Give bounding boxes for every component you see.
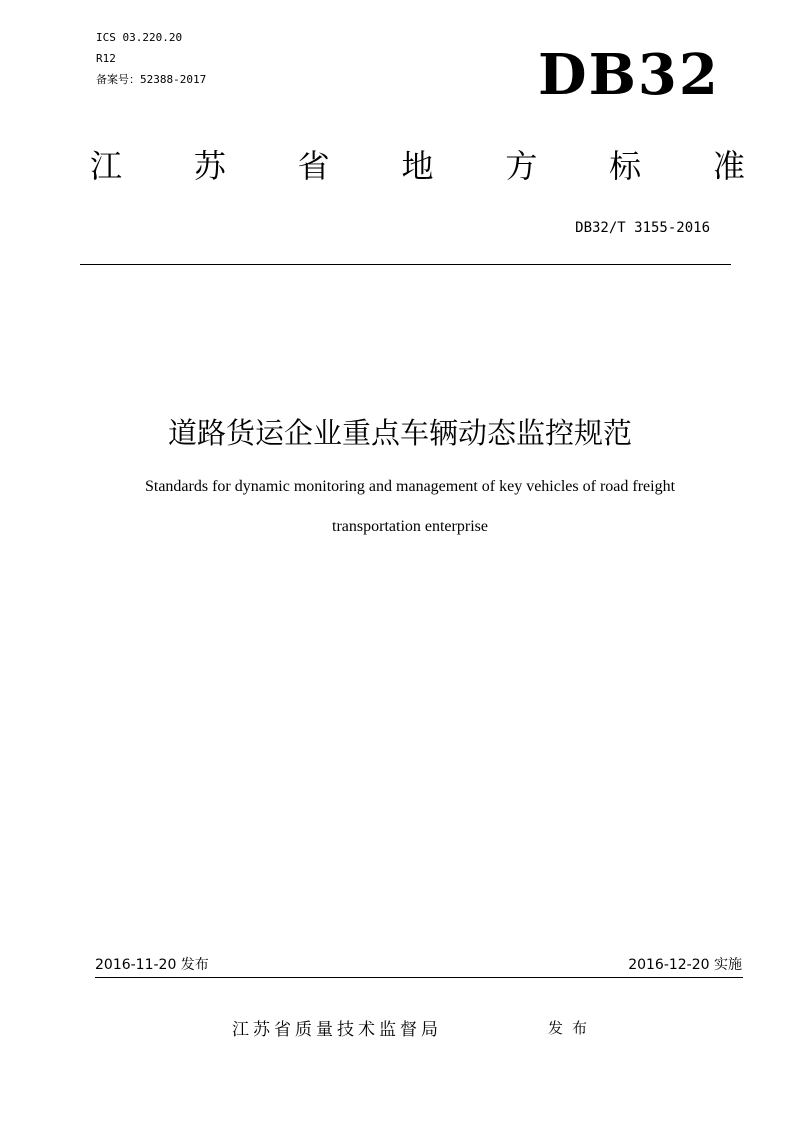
- ccs-code: R12: [96, 52, 116, 65]
- document-title-zh: 道路货运企业重点车辆动态监控规范: [167, 416, 632, 450]
- standard-type-char: 方: [505, 147, 538, 185]
- implementation-date: 2016-12-20 实施: [628, 957, 742, 973]
- issue-date: 2016-11-20 发布: [95, 957, 209, 973]
- standard-number: DB32/T 3155-2016: [575, 220, 710, 236]
- standard-type-char: 江: [90, 147, 123, 185]
- standard-type-char: 准: [712, 147, 745, 185]
- footer-divider: [95, 977, 743, 978]
- document-title-en-line2: transportation enterprise: [332, 518, 488, 535]
- standard-type-char: 省: [297, 147, 330, 185]
- ics-code: ICS 03.220.20: [96, 31, 183, 44]
- standard-type-char: 地: [401, 147, 434, 185]
- standard-type-heading: [90, 142, 745, 190]
- filing-number: 备案号：52388-2017: [96, 73, 207, 86]
- document-title-en-line1: Standards for dynamic monitoring and management of key vehicles of road freight: [144, 478, 676, 495]
- issue-label: 发布: [548, 1019, 597, 1037]
- standard-type-char: 标: [609, 147, 642, 185]
- issuing-authority: 江苏省质量技术监督局: [232, 1020, 442, 1040]
- standard-type-char: 苏: [193, 147, 226, 185]
- header-divider: [80, 264, 731, 265]
- standard-logo: DB32: [538, 42, 720, 108]
